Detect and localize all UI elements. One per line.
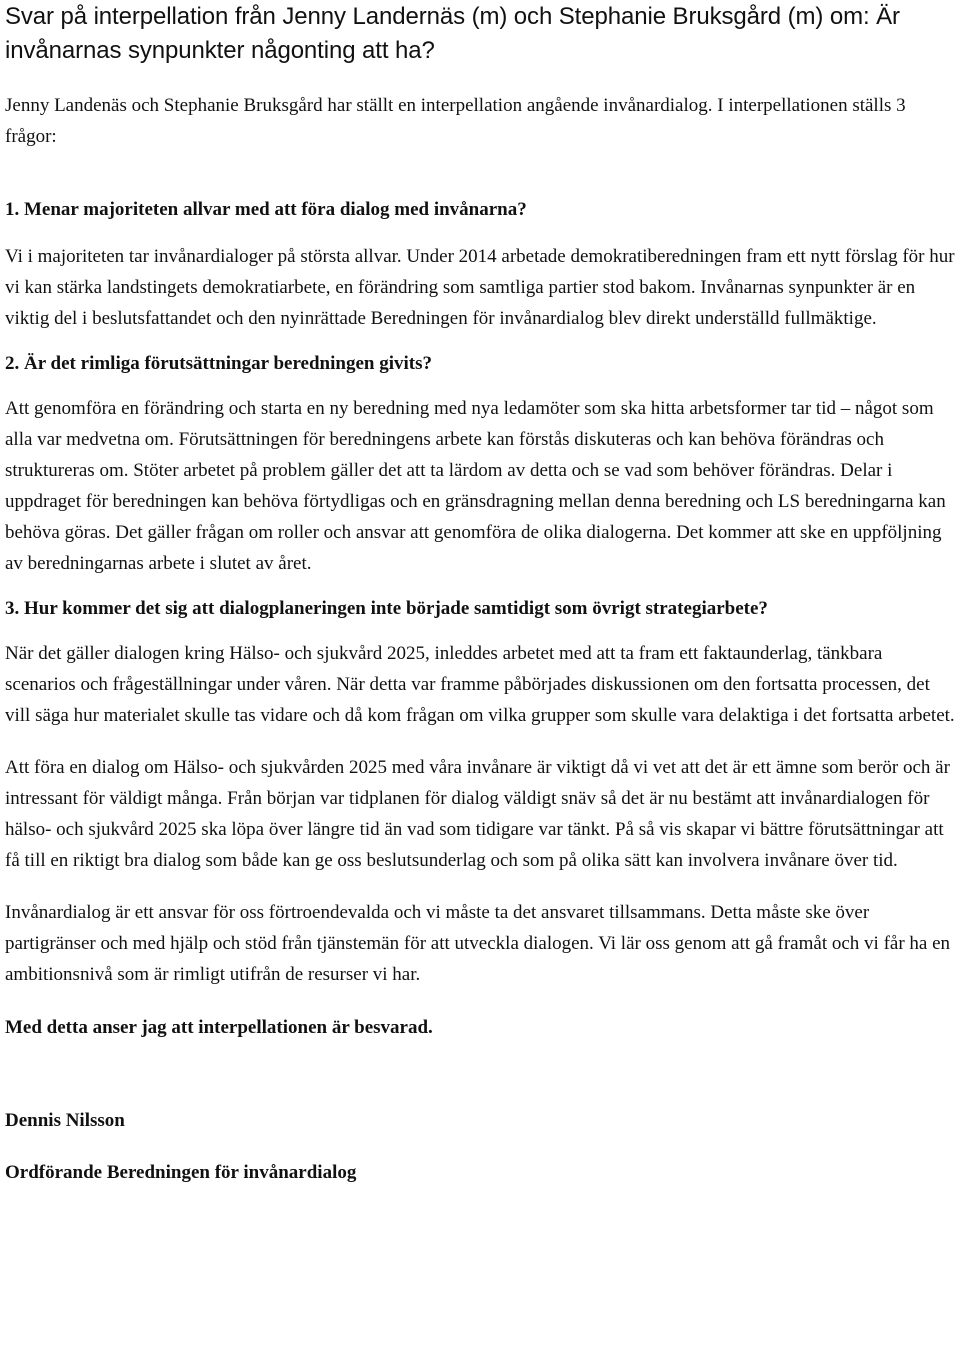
question-2: 2. Är det rimliga förutsättningar beredningen givits? <box>5 353 432 374</box>
document-page <box>5 0 957 1188</box>
paragraph-5: Invånardialog är ett ansvar för oss förtroendevalda och vi måste ta det ansvaret tillsammans. Detta måste ske över partigränser och med hjälp och stöd från tjänstemän för att utveckla dialogen. Vi lär oss genom att gå framåt och vi får ha en ambitionsnivå som är rimligt utifrån de resurser vi har. <box>5 902 951 985</box>
question-3: 3. Hur kommer det sig att dialogplaneringen inte började samtidigt som övrigt strategiarbete? <box>5 598 768 619</box>
signer-name: Dennis Nilsson <box>5 1110 125 1131</box>
closing-statement: Med detta anser jag att interpellationen är besvarad. <box>5 1017 433 1038</box>
answer-3: När det gäller dialogen kring Hälso- och sjukvård 2025, inleddes arbetet med att ta fram ett faktaunderlag, tänkbara scenarios och frågeställningar under våren. När detta var framme påbörjades diskussionen om den fortsatta processen, det vill säga hur materialet skulle tas vidare och då kom frågan om vilka grupper som skulle vara delaktiga i det fortsatta arbetet. <box>5 643 955 726</box>
answer-1: Vi i majoriteten tar invånardialoger på största allvar. Under 2014 arbetade demokratiberedningen fram ett nytt förslag för hur vi kan stärka landstingets demokratiarbete, en förändring som samtliga partier stod bakom. Invånarnas synpunkter är en viktig del i beslutsfattandet och den nyinrättade Beredningen för invånardialog blev direkt underställd fullmäktige. <box>5 246 955 329</box>
question-1: 1. Menar majoriteten allvar med att föra dialog med invånarna? <box>5 199 527 220</box>
paragraph-4: Att föra en dialog om Hälso- och sjukvården 2025 med våra invånare är viktigt då vi vet att det är ett ämne som berör och är intressant för väldigt många. Från början var tidplanen för dialog väldigt snäv så det är nu bestämt att invånardialogen för hälso- och sjukvård 2025 ska löpa över längre tid än vad som tidigare var tänkt. På så vis skapar vi bättre förutsättningar att få till en riktigt bra dialog som både kan ge oss beslutsunderlag och som på olika sätt kan involvera invånare över tid. <box>5 757 950 871</box>
signer-role: Ordförande Beredningen för invånardialog <box>5 1162 357 1183</box>
intro-paragraph: Jenny Landenäs och Stephanie Bruksgård har ställt en interpellation angående invånardialog. I interpellationen ställs 3 frågor: <box>5 95 906 147</box>
document-title: Svar på interpellation från Jenny Landernäs (m) och Stephanie Bruksgård (m) om: Är invånarnas synpunkter någonting att ha? <box>5 3 900 64</box>
answer-2: Att genomföra en förändring och starta en ny beredning med nya ledamöter som ska hitta arbetsformer tar tid – något som alla var medvetna om. Förutsättningen för beredningens arbete kan förstås diskuteras och kan behöva förändras och struktureras om. Stöter arbetet på problem gäller det att ta lärdom av detta och se vad som behöver förändras. Delar i uppdraget för beredningen kan behöva förtydligas och en gränsdragning mellan denna beredning och LS beredningarna kan behöva göras. Det gäller frågan om roller och ansvar att genomföra de olika dialogerna. Det kommer att ske en uppföljning av beredningarnas arbete i slutet av året. <box>5 398 946 574</box>
